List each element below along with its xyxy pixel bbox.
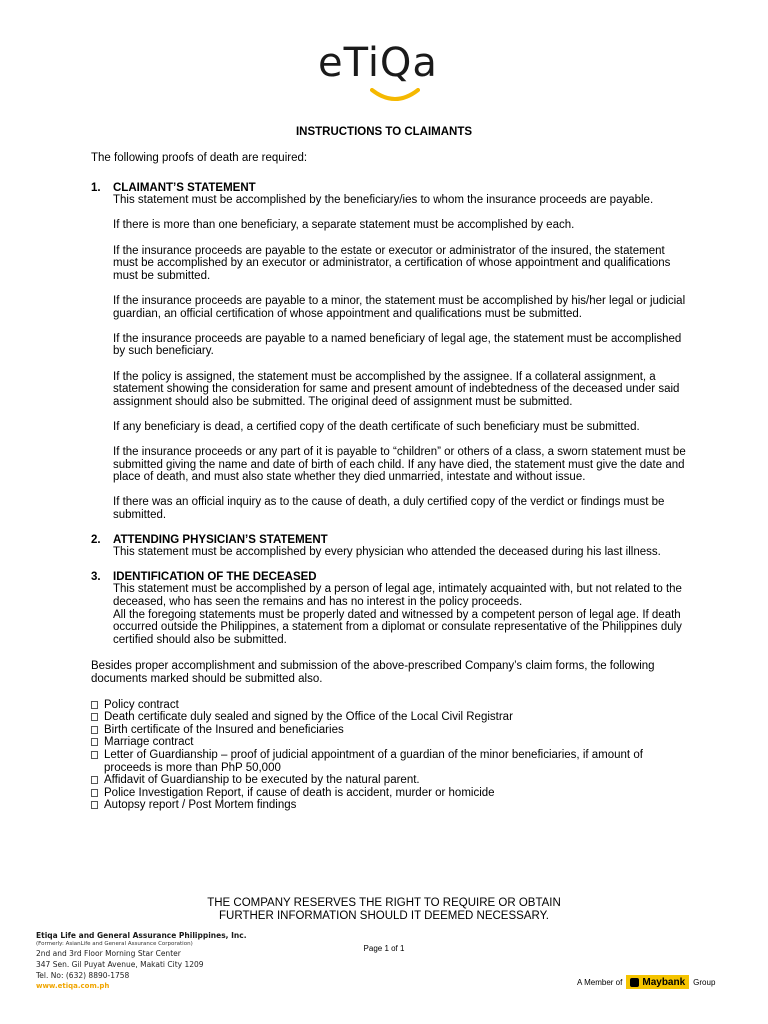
checkbox[interactable]: [91, 776, 98, 784]
checkbox[interactable]: [91, 701, 98, 709]
section-paragraph: If the insurance proceeds are payable to a named beneficiary of legal age, the statement must be accomplished by such beneficiary.: [113, 332, 682, 358]
checkbox[interactable]: [91, 726, 98, 734]
member-suffix: Group: [693, 977, 716, 987]
reserve-notice: [0, 897, 768, 923]
checkbox[interactable]: [91, 713, 98, 721]
section-paragraph: This statement must be accomplished by every physician who attended the deceased during his last illness.: [113, 546, 661, 559]
checkbox[interactable]: [91, 738, 98, 746]
member-of-group: [577, 975, 715, 989]
checklist-item: [91, 787, 691, 800]
checklist-label: Police Investigation Report, if cause of death is accident, murder or homicide: [104, 786, 495, 799]
checkbox[interactable]: [91, 801, 98, 809]
checklist-label: Letter of Guardianship – proof of judicial appointment of a guardian of the minor beneficiaries, if amount of proceeds is more than PhP 50,000: [104, 748, 643, 774]
checklist-item: [91, 799, 691, 812]
page-number: Page 1 of 1: [363, 944, 405, 953]
page-title: INSTRUCTIONS TO CLAIMANTS: [295, 126, 473, 138]
document-checklist: [91, 699, 691, 812]
section-paragraph: If the policy is assigned, the statement must be accomplished by the assignee. If a collateral assignment, a statement showing the consideration for same and present amount of indebtedness of the deceased under said assignment should also be submitted. The original deed of assignment must be submitted.: [113, 370, 680, 408]
section-number: 3.: [91, 570, 101, 583]
checklist-item: [91, 774, 691, 787]
address-line: Tel. No: (632) 8890-1758: [36, 971, 130, 980]
section-physician-statement: [91, 534, 691, 559]
maybank-logo: [626, 975, 689, 989]
maybank-name: Maybank: [642, 976, 686, 988]
document-body: [91, 152, 691, 812]
logo-text: eTiQa: [318, 40, 438, 86]
checkbox[interactable]: [91, 789, 98, 797]
checklist-label: Marriage contract: [104, 736, 194, 749]
checklist-item: [91, 749, 691, 774]
checklist-item: [91, 699, 691, 712]
reserve-line: THE COMPANY RESERVES THE RIGHT TO REQUIRE OR OBTAIN: [207, 897, 561, 909]
maybank-tiger-icon: [630, 978, 639, 987]
checklist-label: Policy contract: [104, 698, 179, 711]
checklist-label: Birth certificate of the Insured and beneficiaries: [104, 723, 344, 736]
member-prefix: A Member of: [577, 977, 623, 987]
section-identification: [91, 571, 691, 647]
section-paragraph: If the insurance proceeds are payable to the estate or executor or administrator of the insured, the statement must be accomplished by an executor or administrator, a certification of whose appointment and qualifications must be submitted.: [113, 244, 671, 282]
intro-text: The following proofs of death are required:: [91, 152, 308, 164]
checklist-label: Death certificate duly sealed and signed by the Office of the Local Civil Registrar: [104, 711, 513, 724]
section-claimant-statement: [91, 182, 691, 522]
address-line: 2nd and 3rd Floor Morning Star Center: [36, 949, 181, 958]
section-paragraph: This statement must be accomplished by the beneficiary/ies to whom the insurance proceeds are payable.: [113, 194, 654, 207]
section-paragraph: If any beneficiary is dead, a certified copy of the death certificate of such beneficiary must be submitted.: [113, 420, 640, 433]
checklist-item: [91, 711, 691, 724]
etiqa-logo: [318, 40, 468, 110]
reserve-line: FURTHER INFORMATION SHOULD IT DEEMED NECESSARY.: [219, 910, 549, 922]
checklist-label: Autopsy report / Post Mortem findings: [104, 799, 297, 812]
smile-icon: [370, 88, 420, 102]
section-heading: ATTENDING PHYSICIAN’S STATEMENT: [113, 533, 328, 546]
checklist-item: [91, 736, 691, 749]
besides-text: Besides proper accomplishment and submission of the above-prescribed Company’s claim forms, the following documents marked should be submitted also.: [91, 660, 655, 685]
section-paragraph: If the insurance proceeds are payable to a minor, the statement must be accomplished by his/her legal or judicial guardian, an official certification of whose appointment and qualifications must be submitted.: [113, 294, 686, 320]
section-paragraph: All the foregoing statements must be properly dated and witnessed by a competent person of legal age. If death occurred outside the Philippines, a statement from a diplomat or consulate representative of the Philippines duly certified should also be submitted.: [113, 608, 682, 646]
company-name: Etiqa Life and General Assurance Philippines, Inc.: [36, 931, 247, 940]
section-number: 2.: [91, 533, 101, 546]
section-number: 1.: [91, 181, 101, 194]
checklist-label: Affidavit of Guardianship to be executed by the natural parent.: [104, 774, 420, 787]
checklist-item: [91, 724, 691, 737]
section-paragraph: This statement must be accomplished by a person of legal age, intimately acquainted with, but not related to the deceased, who has seen the remains and has no interest in the policy proceeds.: [113, 583, 682, 608]
section-heading: CLAIMANT’S STATEMENT: [113, 181, 256, 194]
section-heading: IDENTIFICATION OF THE DECEASED: [113, 570, 317, 583]
company-formerly: (Formerly: AsianLife and General Assurance Corporation): [36, 941, 193, 947]
section-paragraph: If there is more than one beneficiary, a separate statement must be accomplished by each.: [113, 219, 575, 232]
company-website-link[interactable]: www.etiqa.com.ph: [36, 982, 110, 990]
footer-company-info: [36, 931, 247, 992]
checkbox[interactable]: [91, 751, 98, 759]
section-paragraph: If the insurance proceeds or any part of it is payable to “children” or others of a class, a sworn statement must be submitted giving the name and date of birth of each child. If any have died, the statement must give the date and place of death, and must also state whether they died unmarried, intestate and without issue.: [113, 446, 686, 484]
address-line: 347 Sen. Gil Puyat Avenue, Makati City 1209: [36, 960, 204, 969]
section-paragraph: If there was an official inquiry as to the cause of death, a duly certified copy of the verdict or findings must be submitted.: [113, 496, 665, 522]
